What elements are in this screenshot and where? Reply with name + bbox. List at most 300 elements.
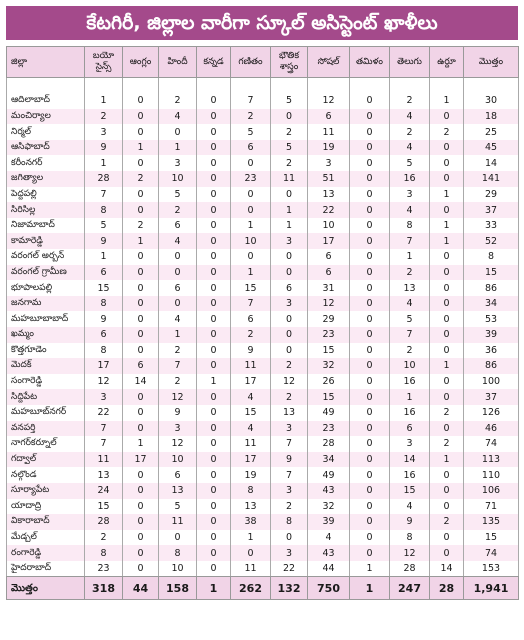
value-cell: 4 [390, 140, 430, 156]
value-cell: 23 [308, 421, 350, 437]
value-cell: 4 [159, 311, 197, 327]
column-header: మొత్తం [464, 47, 519, 78]
value-cell: 37 [464, 202, 519, 218]
district-cell: కామారెడ్డి [7, 233, 85, 249]
value-cell: 23 [308, 327, 350, 343]
value-cell: 0 [350, 530, 390, 546]
column-header: బయో సైన్స్ [85, 47, 123, 78]
district-cell: జగిత్యాల [7, 171, 85, 187]
district-cell: వికారాబాద్ [7, 514, 85, 530]
value-cell: 2 [159, 374, 197, 390]
district-cell: ఆదిలాబాద్ [7, 93, 85, 109]
value-cell: 0 [271, 343, 308, 359]
value-cell: 10 [159, 452, 197, 468]
value-cell: 0 [123, 421, 159, 437]
table-row [7, 187, 519, 203]
value-cell: 0 [197, 499, 231, 515]
value-cell: 2 [430, 124, 464, 140]
value-cell: 0 [350, 93, 390, 109]
total-cell: 132 [271, 577, 308, 600]
value-cell: 15 [231, 280, 271, 296]
value-cell: 12 [308, 296, 350, 312]
value-cell: 0 [197, 171, 231, 187]
value-cell: 0 [350, 499, 390, 515]
value-cell: 0 [197, 124, 231, 140]
value-cell: 2 [271, 389, 308, 405]
value-cell: 31 [308, 280, 350, 296]
value-cell: 74 [464, 436, 519, 452]
value-cell: 5 [390, 155, 430, 171]
value-cell: 28 [390, 561, 430, 577]
column-header: కన్నడ [197, 47, 231, 78]
value-cell: 0 [197, 280, 231, 296]
value-cell: 0 [197, 467, 231, 483]
value-cell: 0 [350, 405, 390, 421]
value-cell: 43 [308, 545, 350, 561]
value-cell: 0 [197, 93, 231, 109]
value-cell: 13 [85, 467, 123, 483]
value-cell: 0 [123, 155, 159, 171]
table-row [7, 124, 519, 140]
value-cell: 5 [390, 311, 430, 327]
column-header: భౌతిక శాస్త్రం [271, 47, 308, 78]
value-cell: 110 [464, 467, 519, 483]
table-title: కేటగిరీ, జిల్లాల వారీగా స్కూల్ అసిస్టెంట్ ఖాళీలు [6, 6, 518, 40]
value-cell: 1 [430, 93, 464, 109]
value-cell: 135 [464, 514, 519, 530]
value-cell: 0 [123, 343, 159, 359]
value-cell: 1 [430, 187, 464, 203]
district-cell: నిజామాబాద్ [7, 218, 85, 234]
value-cell: 0 [350, 421, 390, 437]
value-cell: 0 [350, 389, 390, 405]
value-cell: 9 [271, 452, 308, 468]
value-cell: 22 [271, 561, 308, 577]
column-header: సోషల్ [308, 47, 350, 78]
vacancy-table [6, 46, 519, 600]
value-cell: 0 [197, 514, 231, 530]
value-cell: 2 [271, 358, 308, 374]
value-cell: 1 [430, 218, 464, 234]
value-cell: 0 [123, 296, 159, 312]
value-cell: 32 [308, 358, 350, 374]
value-cell: 15 [308, 389, 350, 405]
value-cell: 2 [85, 109, 123, 125]
value-cell: 0 [350, 358, 390, 374]
value-cell: 2 [390, 343, 430, 359]
value-cell: 86 [464, 280, 519, 296]
value-cell: 15 [85, 280, 123, 296]
table-row [7, 530, 519, 546]
value-cell: 0 [430, 530, 464, 546]
value-cell: 15 [308, 343, 350, 359]
value-cell: 8 [85, 545, 123, 561]
value-cell: 0 [430, 545, 464, 561]
value-cell: 2 [430, 436, 464, 452]
district-cell: సిద్దిపేట [7, 389, 85, 405]
value-cell: 11 [85, 452, 123, 468]
value-cell: 12 [159, 436, 197, 452]
value-cell: 13 [390, 280, 430, 296]
value-cell: 0 [350, 311, 390, 327]
district-cell: మేడ్చల్ [7, 530, 85, 546]
value-cell: 153 [464, 561, 519, 577]
value-cell: 6 [390, 421, 430, 437]
value-cell: 0 [123, 327, 159, 343]
value-cell: 0 [430, 171, 464, 187]
table-row [7, 327, 519, 343]
value-cell: 28 [85, 171, 123, 187]
value-cell: 1 [390, 249, 430, 265]
value-cell: 15 [231, 405, 271, 421]
value-cell: 8 [85, 343, 123, 359]
value-cell: 0 [197, 530, 231, 546]
table-row [7, 561, 519, 577]
value-cell: 0 [159, 530, 197, 546]
value-cell: 6 [159, 467, 197, 483]
total-cell: 318 [85, 577, 123, 600]
value-cell: 18 [464, 109, 519, 125]
value-cell: 4 [390, 499, 430, 515]
value-cell: 0 [430, 249, 464, 265]
value-cell: 17 [123, 452, 159, 468]
spacer-row [7, 78, 519, 94]
value-cell: 0 [197, 405, 231, 421]
value-cell: 46 [464, 421, 519, 437]
value-cell: 0 [350, 343, 390, 359]
value-cell: 5 [271, 93, 308, 109]
value-cell: 0 [350, 218, 390, 234]
district-cell: జనగామ [7, 296, 85, 312]
value-cell: 8 [390, 218, 430, 234]
total-cell: 262 [231, 577, 271, 600]
value-cell: 14 [464, 155, 519, 171]
value-cell: 16 [390, 374, 430, 390]
value-cell: 0 [197, 545, 231, 561]
value-cell: 28 [85, 514, 123, 530]
value-cell: 0 [123, 280, 159, 296]
value-cell: 6 [85, 327, 123, 343]
value-cell: 9 [159, 405, 197, 421]
value-cell: 100 [464, 374, 519, 390]
value-cell: 0 [430, 499, 464, 515]
value-cell: 19 [231, 467, 271, 483]
value-cell: 0 [350, 233, 390, 249]
value-cell: 0 [197, 561, 231, 577]
value-cell: 0 [350, 452, 390, 468]
column-header: హిందీ [159, 47, 197, 78]
value-cell: 1 [231, 530, 271, 546]
value-cell: 12 [271, 374, 308, 390]
value-cell: 1 [85, 249, 123, 265]
value-cell: 0 [430, 155, 464, 171]
value-cell: 49 [308, 405, 350, 421]
value-cell: 12 [159, 389, 197, 405]
value-cell: 11 [231, 561, 271, 577]
value-cell: 6 [159, 280, 197, 296]
value-cell: 0 [231, 187, 271, 203]
value-cell: 0 [159, 296, 197, 312]
value-cell: 24 [85, 483, 123, 499]
value-cell: 2 [231, 327, 271, 343]
value-cell: 9 [390, 514, 430, 530]
value-cell: 12 [85, 374, 123, 390]
value-cell: 15 [464, 530, 519, 546]
value-cell: 13 [308, 187, 350, 203]
table-row [7, 405, 519, 421]
value-cell: 0 [350, 483, 390, 499]
total-cell: 1 [350, 577, 390, 600]
table-row [7, 343, 519, 359]
district-cell: యాదాద్రి [7, 499, 85, 515]
value-cell: 0 [350, 109, 390, 125]
value-cell: 0 [197, 155, 231, 171]
district-cell: మంచిర్యాల [7, 109, 85, 125]
value-cell: 1 [271, 202, 308, 218]
value-cell: 8 [390, 530, 430, 546]
table-row [7, 358, 519, 374]
district-cell: రంగారెడ్డి [7, 545, 85, 561]
value-cell: 1 [430, 233, 464, 249]
value-cell: 53 [464, 311, 519, 327]
district-cell: ఆసిఫాబాద్ [7, 140, 85, 156]
district-cell: మహబూబ్‌నగర్ [7, 405, 85, 421]
value-cell: 3 [159, 421, 197, 437]
value-cell: 3 [271, 483, 308, 499]
district-cell: గద్వాల్ [7, 452, 85, 468]
value-cell: 0 [350, 202, 390, 218]
value-cell: 0 [197, 452, 231, 468]
table-row [7, 155, 519, 171]
total-cell: 1,941 [464, 577, 519, 600]
value-cell: 0 [197, 483, 231, 499]
value-cell: 28 [308, 436, 350, 452]
value-cell: 6 [271, 280, 308, 296]
value-cell: 13 [271, 405, 308, 421]
value-cell: 0 [123, 530, 159, 546]
value-cell: 9 [85, 233, 123, 249]
value-cell: 15 [464, 265, 519, 281]
value-cell: 2 [271, 155, 308, 171]
district-cell: నాగర్‌కర్నూల్ [7, 436, 85, 452]
value-cell: 3 [85, 124, 123, 140]
value-cell: 0 [350, 155, 390, 171]
value-cell: 17 [308, 233, 350, 249]
value-cell: 0 [430, 421, 464, 437]
value-cell: 0 [430, 389, 464, 405]
value-cell: 15 [390, 483, 430, 499]
district-cell: మెదక్ [7, 358, 85, 374]
value-cell: 10 [231, 233, 271, 249]
value-cell: 2 [159, 343, 197, 359]
value-cell: 1 [85, 93, 123, 109]
table-row [7, 374, 519, 390]
district-cell: ఖమ్మం [7, 327, 85, 343]
table-row [7, 499, 519, 515]
value-cell: 1 [231, 265, 271, 281]
value-cell: 0 [231, 155, 271, 171]
value-cell: 11 [159, 514, 197, 530]
value-cell: 12 [308, 93, 350, 109]
value-cell: 38 [231, 514, 271, 530]
district-cell: వరంగల్ గ్రామీణ [7, 265, 85, 281]
value-cell: 0 [350, 296, 390, 312]
value-cell: 23 [85, 561, 123, 577]
column-header: తెలుగు [390, 47, 430, 78]
value-cell: 0 [430, 327, 464, 343]
value-cell: 0 [430, 374, 464, 390]
table-row [7, 296, 519, 312]
value-cell: 16 [390, 467, 430, 483]
value-cell: 0 [197, 187, 231, 203]
value-cell: 4 [231, 421, 271, 437]
value-cell: 113 [464, 452, 519, 468]
value-cell: 2 [271, 124, 308, 140]
value-cell: 0 [350, 265, 390, 281]
value-cell: 0 [197, 343, 231, 359]
district-cell: హైదరాబాద్ [7, 561, 85, 577]
value-cell: 0 [197, 389, 231, 405]
table-row [7, 311, 519, 327]
value-cell: 1 [350, 561, 390, 577]
value-cell: 0 [430, 343, 464, 359]
value-cell: 0 [430, 202, 464, 218]
value-cell: 33 [464, 218, 519, 234]
value-cell: 8 [271, 514, 308, 530]
value-cell: 2 [271, 499, 308, 515]
value-cell: 5 [159, 499, 197, 515]
value-cell: 6 [159, 218, 197, 234]
district-cell: వనపర్తి [7, 421, 85, 437]
value-cell: 2 [430, 405, 464, 421]
value-cell: 8 [464, 249, 519, 265]
value-cell: 74 [464, 545, 519, 561]
district-cell: మహబూబాబాద్ [7, 311, 85, 327]
total-cell: 750 [308, 577, 350, 600]
value-cell: 71 [464, 499, 519, 515]
value-cell: 1 [390, 389, 430, 405]
value-cell: 8 [159, 545, 197, 561]
value-cell: 0 [271, 109, 308, 125]
value-cell: 0 [350, 514, 390, 530]
value-cell: 0 [197, 218, 231, 234]
value-cell: 15 [85, 499, 123, 515]
value-cell: 6 [85, 265, 123, 281]
value-cell: 0 [271, 249, 308, 265]
value-cell: 43 [308, 483, 350, 499]
value-cell: 22 [308, 202, 350, 218]
value-cell: 0 [350, 374, 390, 390]
value-cell: 17 [85, 358, 123, 374]
value-cell: 0 [430, 467, 464, 483]
total-cell: 1 [197, 577, 231, 600]
value-cell: 2 [123, 218, 159, 234]
value-cell: 7 [390, 233, 430, 249]
value-cell: 6 [231, 311, 271, 327]
value-cell: 8 [85, 296, 123, 312]
value-cell: 0 [197, 202, 231, 218]
value-cell: 25 [464, 124, 519, 140]
vacancy-table-card [6, 6, 518, 634]
district-cell: సిరిసిల్ల [7, 202, 85, 218]
value-cell: 1 [430, 358, 464, 374]
value-cell: 1 [85, 155, 123, 171]
value-cell: 49 [308, 467, 350, 483]
value-cell: 16 [390, 171, 430, 187]
value-cell: 0 [123, 467, 159, 483]
value-cell: 0 [430, 311, 464, 327]
table-footer [7, 577, 519, 600]
value-cell: 5 [231, 124, 271, 140]
value-cell: 36 [464, 343, 519, 359]
value-cell: 30 [464, 93, 519, 109]
value-cell: 23 [231, 171, 271, 187]
value-cell: 0 [159, 124, 197, 140]
value-cell: 19 [308, 140, 350, 156]
value-cell: 8 [85, 202, 123, 218]
value-cell: 7 [159, 358, 197, 374]
value-cell: 0 [197, 233, 231, 249]
value-cell: 44 [308, 561, 350, 577]
table-row [7, 483, 519, 499]
value-cell: 0 [350, 124, 390, 140]
value-cell: 3 [85, 389, 123, 405]
value-cell: 5 [85, 218, 123, 234]
value-cell: 3 [271, 421, 308, 437]
value-cell: 0 [350, 280, 390, 296]
column-header: గణితం [231, 47, 271, 78]
value-cell: 0 [123, 202, 159, 218]
district-cell: కరీంనగర్ [7, 155, 85, 171]
value-cell: 0 [123, 265, 159, 281]
value-cell: 2 [430, 514, 464, 530]
value-cell: 0 [123, 124, 159, 140]
value-cell: 3 [271, 296, 308, 312]
value-cell: 0 [159, 265, 197, 281]
value-cell: 11 [231, 358, 271, 374]
value-cell: 0 [197, 358, 231, 374]
value-cell: 2 [390, 265, 430, 281]
table-row [7, 436, 519, 452]
value-cell: 17 [231, 452, 271, 468]
value-cell: 7 [271, 436, 308, 452]
value-cell: 0 [231, 545, 271, 561]
district-cell: నల్గొండ [7, 467, 85, 483]
value-cell: 51 [308, 171, 350, 187]
table-row [7, 389, 519, 405]
value-cell: 4 [390, 202, 430, 218]
value-cell: 13 [159, 483, 197, 499]
value-cell: 0 [123, 109, 159, 125]
value-cell: 0 [350, 436, 390, 452]
value-cell: 0 [197, 421, 231, 437]
table-row [7, 218, 519, 234]
value-cell: 29 [464, 187, 519, 203]
table-row [7, 233, 519, 249]
value-cell: 32 [308, 499, 350, 515]
value-cell: 0 [350, 249, 390, 265]
value-cell: 1 [271, 218, 308, 234]
value-cell: 4 [159, 109, 197, 125]
value-cell: 22 [85, 405, 123, 421]
value-cell: 0 [197, 436, 231, 452]
table-row [7, 452, 519, 468]
table-row [7, 93, 519, 109]
table-row [7, 249, 519, 265]
value-cell: 0 [197, 327, 231, 343]
value-cell: 0 [197, 140, 231, 156]
value-cell: 0 [350, 467, 390, 483]
